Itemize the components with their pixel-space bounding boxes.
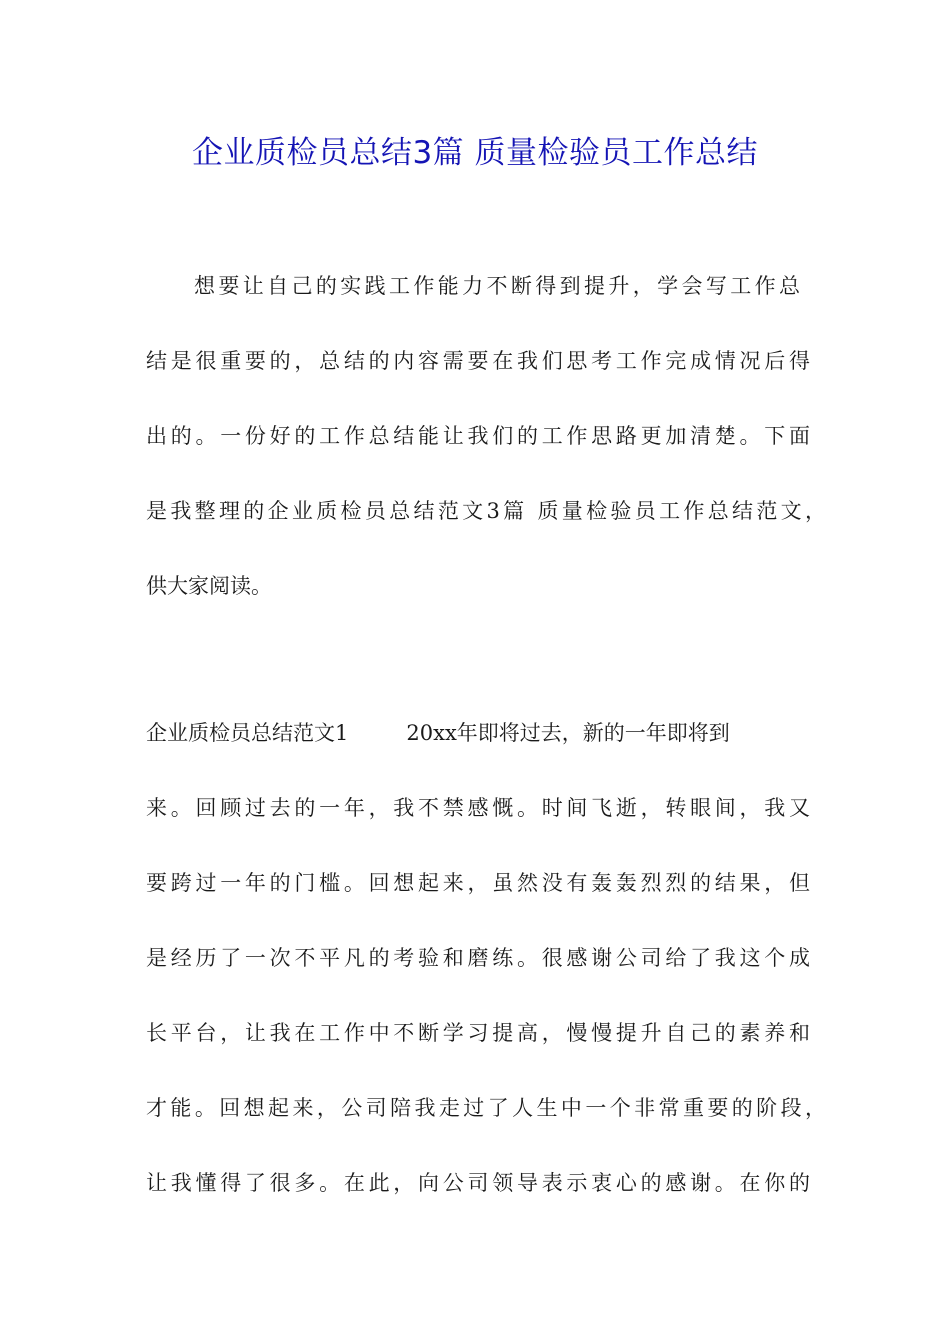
- section-first-line: [146, 716, 816, 750]
- body-line-5: 才能。回想起来，公司陪我走过了人生中一个非常重要的阶段，: [146, 1096, 826, 1120]
- intro-line-4: 是我整理的企业质检员总结范文3篇 质量检验员工作总结范文，: [146, 499, 826, 523]
- intro-line-1: 想要让自己的实践工作能力不断得到提升，学会写工作总: [194, 274, 800, 298]
- body-line-3: 是经历了一次不平凡的考验和磨练。很感谢公司给了我这个成: [146, 946, 810, 970]
- intro-line-2: 结是很重要的，总结的内容需要在我们思考工作完成情况后得: [146, 349, 810, 373]
- body-line-4: 长平台，让我在工作中不断学习提高，慢慢提升自己的素养和: [146, 1021, 810, 1045]
- intro-line-5: 供大家阅读。: [146, 574, 272, 598]
- document-title: 企业质检员总结3篇 质量检验员工作总结: [191, 135, 759, 171]
- intro-line-3: 出的。一份好的工作总结能让我们的工作思路更加清楚。下面: [146, 424, 810, 448]
- body-line-6: 让我懂得了很多。在此，向公司领导表示衷心的感谢。在你的: [146, 1171, 810, 1195]
- section-first-line-text: 20xx年即将过去，新的一年即将到: [406, 721, 730, 745]
- body-line-2: 要跨过一年的门槛。回想起来，虽然没有轰轰烈烈的结果，但: [146, 871, 810, 895]
- body-line-1: 来。回顾过去的一年，我不禁感慨。时间飞逝，转眼间，我又: [146, 796, 810, 820]
- section-heading: 企业质检员总结范文1: [146, 721, 349, 745]
